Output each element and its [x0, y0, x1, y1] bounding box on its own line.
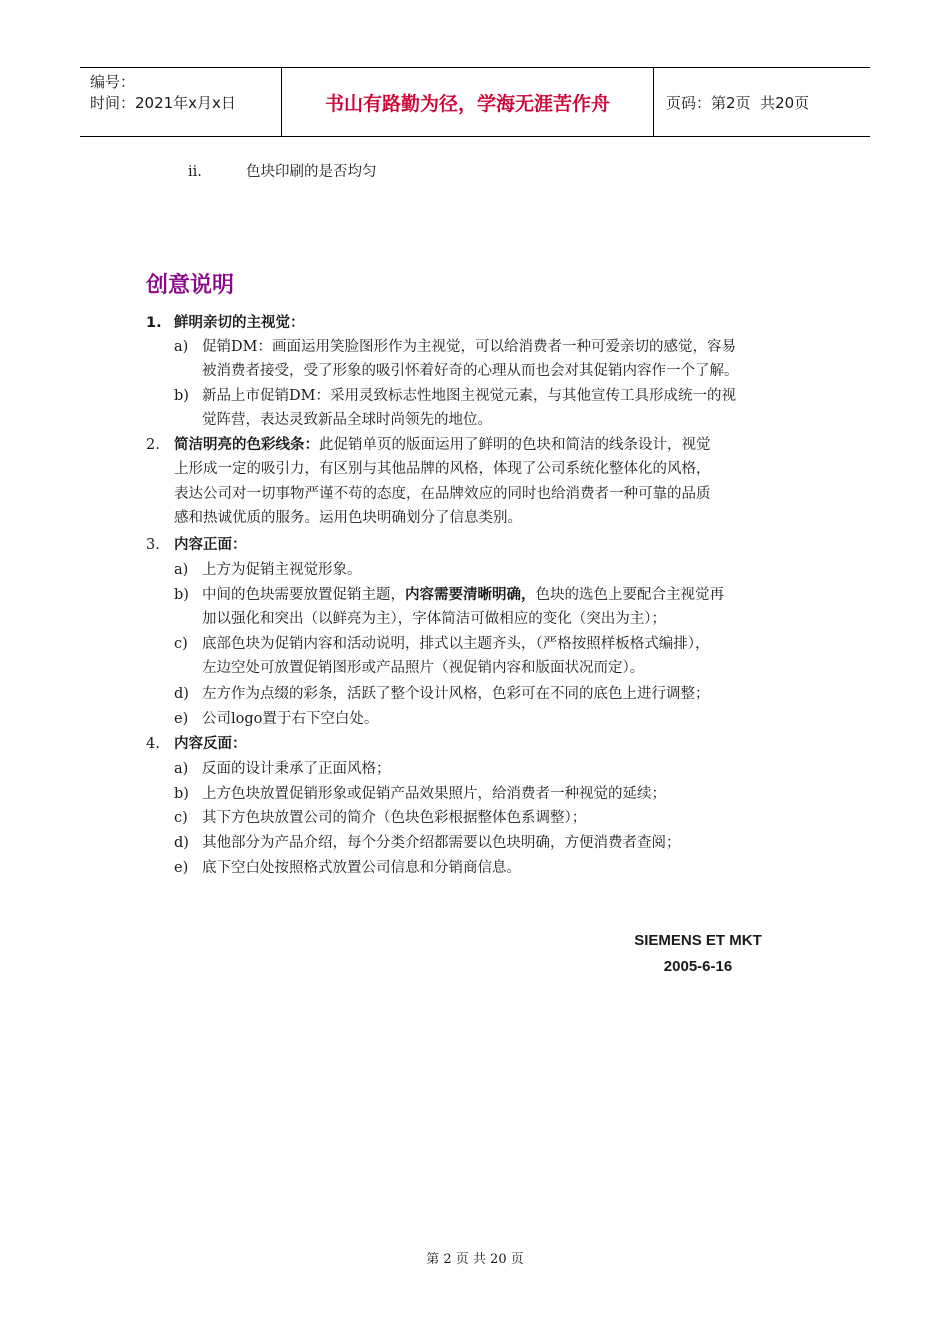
s4-b-marker: b) [174, 786, 189, 802]
s3-b-marker: b) [174, 587, 189, 603]
s3-b-line2: 加以强化和突出（以鲜亮为主），字体简洁可做相应的变化（突出为主）； [202, 611, 666, 627]
s4-c-marker: c) [174, 810, 188, 826]
header-meta [80, 68, 282, 136]
s2-title: 简洁明亮的色彩线条： [174, 437, 319, 453]
header-motto: 书山有路勤为径，学海无涯苦作舟 [282, 68, 654, 136]
number-label: 编号： [90, 73, 136, 91]
top-item-text: 色块印刷的是否均匀 [246, 164, 377, 180]
s4-marker: 4. [146, 736, 160, 752]
s4-a-line1: 反面的设计秉承了正面风格； [202, 761, 391, 777]
s2-line1-wrap [174, 435, 711, 455]
s3-c-line1: 底部色块为促销内容和活动说明，排式以主题齐头，（严格按照样板格式编排）， [202, 636, 710, 652]
s3-d-marker: d) [174, 686, 189, 702]
s4-a-marker: a) [174, 761, 189, 777]
s3-a-line1: 上方为促销主视觉形象。 [202, 562, 362, 578]
s3-c-line2: 左边空处可放置促销图形或产品照片（视促销内容和版面状况而定）。 [202, 660, 645, 676]
s3-b-post: 色块的选色上要配合主视觉再 [535, 587, 724, 603]
s4-d-marker: d) [174, 835, 189, 851]
section-title: 创意说明 [146, 273, 235, 298]
s4-title: 内容反面： [174, 736, 247, 752]
s1-a-marker: a) [174, 339, 189, 355]
s3-b-pre: 中间的色块需要放置促销主题， [202, 587, 405, 603]
s1-a-line2: 被消费者接受，受了形象的吸引怀着好奇的心理从而也会对其促销内容作一个了解。 [202, 363, 739, 379]
s4-d-line1: 其他部分为产品介绍，每个分类介绍都需要以色块明确，方便消费者查阅； [202, 835, 681, 851]
s3-a-marker: a) [174, 562, 189, 578]
s4-b-line1: 上方色块放置促销形象或促销产品效果照片，给消费者一种视觉的延续； [202, 786, 666, 802]
s3-d-line1: 左方作为点缀的彩条，活跃了整个设计风格，色彩可在不同的底色上进行调整； [202, 686, 710, 702]
s3-marker: 3. [146, 537, 160, 553]
s1-b-marker: b) [174, 388, 189, 404]
s1-title: 鲜明亲切的主视觉： [174, 315, 305, 331]
signature-company: SIEMENS ET MKT [634, 932, 762, 949]
header-page-info [654, 68, 870, 136]
s3-b-bold: 内容需要清晰明确， [405, 587, 536, 603]
time-label: 时间：2021年x月x日 [90, 94, 236, 112]
s3-c-marker: c) [174, 636, 188, 652]
s2-marker: 2. [146, 437, 160, 453]
signature-date: 2005-6-16 [663, 958, 733, 975]
s2-line3: 表达公司对一切事物严谨不苟的态度，在品牌效应的同时也给消费者一种可靠的品质 [174, 486, 711, 502]
s3-b-line1 [202, 585, 724, 605]
top-item-marker: ii. [188, 164, 202, 180]
page-footer: 第 2 页 共 20 页 [426, 1252, 524, 1267]
s3-e-line1: 公司logo置于右下空白处。 [202, 711, 379, 727]
s3-e-marker: e) [174, 711, 189, 727]
s1-marker: 1. [146, 315, 162, 331]
s2-line1: 此促销单页的版面运用了鲜明的色块和简洁的线条设计，视觉 [319, 437, 711, 453]
page-info-text: 页码：第2页 共20页 [666, 93, 810, 112]
s4-e-line1: 底下空白处按照格式放置公司信息和分销商信息。 [202, 860, 521, 876]
s4-e-marker: e) [174, 860, 189, 876]
s4-c-line1: 其下方色块放置公司的简介（色块色彩根据整体色系调整）； [202, 810, 587, 826]
document-header [80, 67, 870, 137]
s1-a-line1: 促销DM：画面运用笑脸图形作为主视觉，可以给消费者一种可爱亲切的感觉，容易 [202, 339, 736, 355]
s1-b-line2: 觉阵营，表达灵致新品全球时尚领先的地位。 [202, 412, 492, 428]
s2-line4: 感和热诚优质的服务。运用色块明确划分了信息类别。 [174, 510, 522, 526]
s2-line2: 上形成一定的吸引力，有区别与其他品牌的风格，体现了公司系统化整体化的风格， [174, 461, 711, 477]
s1-b-line1: 新品上市促销DM：采用灵致标志性地图主视觉元素，与其他宣传工具形成统一的视 [202, 388, 736, 404]
s3-title: 内容正面： [174, 537, 247, 553]
